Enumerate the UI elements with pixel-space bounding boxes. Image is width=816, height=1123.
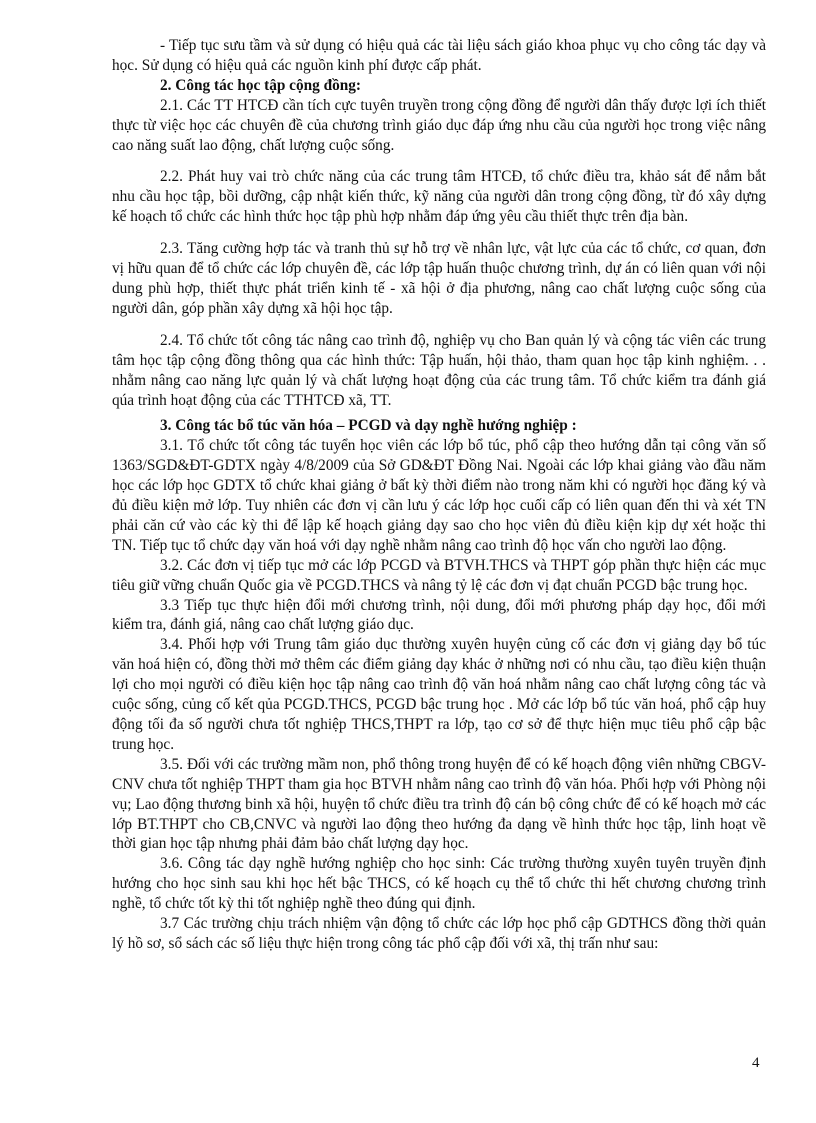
paragraph-3-6: 3.6. Công tác dạy nghề hướng nghiệp cho học sinh: Các trường thường xuyên tuyên truyền định hướng cho học sinh sau khi học hết bậc THCS, có kế hoạch cụ thể tổ chức thi hết chương chương trình nghề, tổ chức tốt kỳ thi tốt nghiệp nghề theo đúng qui định. (112, 855, 766, 913)
paragraph-2-3: 2.3. Tăng cường hợp tác và tranh thủ sự hỗ trợ về nhân lực, vật lực của các tổ chức, cơ quan, đơn vị hữu quan để tổ chức các lớp chuyên đề, các lớp tập huấn thuộc chương trình, dự án có liên quan với nội dung phù hợp, thiết thực phát triển kinh tế - xã hội ở địa phương, nâng cao chất lượng cuộc sống của người dân, góp phần xây dựng xã hội học tập. (112, 240, 766, 317)
paragraph-3-1: 3.1. Tổ chức tốt công tác tuyển học viên các lớp bổ túc, phổ cập theo hướng dẫn tại công văn số 1363/SGD&ĐT-GDTX ngày 4/8/2009 của Sở GD&ĐT Đồng Nai. Ngoài các lớp khai giảng vào đầu năm học các lớp học GDTX tổ chức khai giảng ở bất kỳ thời điểm nào trong năm khi có người học đăng ký và đủ điều kiện mở lớp. Tuy nhiên các đơn vị cần lưu ý các lớp học cuối cấp có liên quan đến thi và xét TN phải căn cứ vào các kỳ thi để lập kế hoạch giảng dạy sao cho học viên đủ điều kiện kịp dự xét hoặc thi TN. Tiếp tục tổ chức dạy văn hoá với dạy nghề nhằm nâng cao trình độ học vấn cho người lao động. (112, 437, 766, 554)
paragraph-3-5: 3.5. Đối với các trường mầm non, phổ thông trong huyện để có kế hoạch động viên những CBGV-CNV chưa tốt nghiệp THPT tham gia học BTVH nhằm nâng cao trình độ văn hóa. Phối hợp với Phòng nội vụ; Lao động thương binh xã hội, huyện tổ chức điều tra trình độ cán bộ công chức để có kế hoạch mở các lớp BT.THPT cho CB,CNVC và người lao động theo hướng đa dạng về hình thức học tập, linh hoạt về thời gian học tập nhưng phải đảm bảo chất lượng dạy học. (112, 755, 766, 853)
paragraph-2-2: 2.2. Phát huy vai trò chức năng của các trung tâm HTCĐ, tổ chức điều tra, khảo sát để nắm bắt nhu cầu học tập, bồi dưỡng, cập nhật kiến thức, kỹ năng của người dân trong cộng đồng, từ đó xây dựng kế hoạch tổ chức các hình thức học tập phù hợp nhằm đáp ứng yêu cầu thiết thực trên địa bàn. (112, 168, 766, 226)
document-body (112, 36, 766, 954)
paragraph-3-3: 3.3 Tiếp tục thực hiện đổi mới chương trình, nội dung, đổi mới phương pháp dạy học, đổi mới kiểm tra, đánh giá, nâng cao chất lượng giáo dục. (112, 596, 766, 634)
paragraph-intro: - Tiếp tục sưu tầm và sử dụng có hiệu quả các tài liệu sách giáo khoa phục vụ cho công tác dạy và học. Sử dụng có hiệu quả các nguồn kinh phí được cấp phát. (112, 37, 766, 74)
page-number: 4 (752, 1055, 760, 1071)
paragraph-3-2: 3.2. Các đơn vị tiếp tục mở các lớp PCGD và BTVH.THCS và THPT góp phần thực hiện các mục tiêu giữ vững chuẩn Quốc gia về PCGD.THCS và nâng tỷ lệ các đơn vị đạt chuẩn PCGD bậc trung học. (112, 556, 766, 594)
section-heading-2: 2. Công tác học tập cộng đồng: (160, 76, 361, 94)
paragraph-3-4: 3.4. Phối hợp với Trung tâm giáo dục thường xuyên huyện củng cố các đơn vị giảng dạy bổ túc văn hoá hiện có, đồng thời mở thêm các điểm giảng dạy khác ở những nơi có nhu cầu, tạo điều kiện thuận lợi cho mọi người có điều kiện học tập nâng cao trình độ văn hoá nhằm nâng cao chất lượng công tác và cuộc sống, củng cố kết qủa PCGD.THCS, PCGD bậc trung học . Mở các lớp bổ túc văn hoá, phổ cập huy động tối đa số người chưa tốt nghiệp THCS,THPT ra lớp, tạo cơ sở để thực hiện mục tiêu phổ cập bậc trung học. (112, 636, 766, 753)
paragraph-3-7: 3.7 Các trường chịu trách nhiệm vận động tổ chức các lớp học phổ cập GDTHCS đồng thời quản lý hồ sơ, sổ sách các số liệu thực hiện trong công tác phổ cập đối với xã, thị trấn như sau: (112, 915, 766, 952)
paragraph-2-1: 2.1. Các TT HTCĐ cần tích cực tuyên truyền trong cộng đồng để người dân thấy được lợi ích thiết thực từ việc học các chuyên đề của chương trình giáo dục đáp ứng nhu cầu của người học trong việc nâng cao năng suất lao động, chất lượng cuộc sống. (112, 96, 766, 154)
section-heading-3: 3. Công tác bổ túc văn hóa – PCGD và dạy nghề hướng nghiệp : (160, 417, 577, 435)
paragraph-2-4: 2.4. Tổ chức tốt công tác nâng cao trình độ, nghiệp vụ cho Ban quản lý và cộng tác viên các trung tâm học tập cộng đồng thông qua các hình thức: Tập huấn, hội thảo, tham quan học tập kinh nghiệm. . . nhằm nâng cao năng lực quản lý và chất lượng hoạt động của các trung tâm. Tổ chức kiểm tra đánh giá qúa trình hoạt động của các TTHTCĐ xã, TT. (112, 331, 766, 409)
